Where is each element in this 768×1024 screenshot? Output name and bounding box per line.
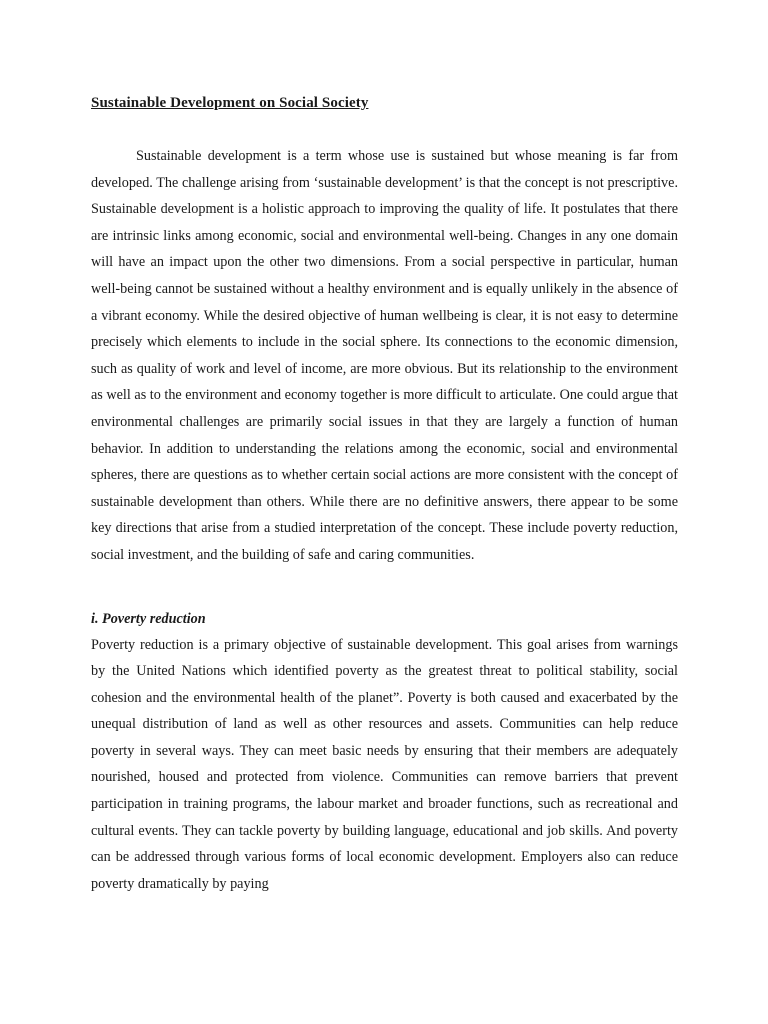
section-heading-poverty-reduction: i. Poverty reduction [91, 610, 206, 627]
section-body-poverty-reduction: Poverty reduction is a primary objective of sustainable development. This goal arises from warnings by the United Nations which identified poverty as the greatest threat to political stability, social cohesion and the environmental health of the planet”. Poverty is both caused and exacerbated by the unequal distribution of land as well as other resources and assets. Communities can help reduce poverty in several ways. They can meet basic needs by ensuring that their members are adequately nourished, housed and protected from violence. Communities can remove barriers that prevent participation in training programs, the labour market and broader functions, such as recreational and cultural events. They can tackle poverty by building language, educational and job skills. And poverty can be addressed through various forms of local economic development. Employers also can reduce poverty dramatically by paying [91, 636, 678, 892]
document-page [91, 92, 678, 897]
intro-paragraph: Sustainable development is a term whose use is sustained but whose meaning is far from developed. The challenge arising from ‘sustainable development’ is that the concept is not prescriptive. Sustainable development is a holistic approach to improving the quality of life. It postulates that there are intrinsic links among economic, social and environmental well-being. Changes in any one domain will have an impact upon the other two dimensions. From a social perspective in particular, human well-being cannot be sustained without a healthy environment and is equally unlikely in the absence of a vibrant economy. While the desired objective of human wellbeing is clear, it is not easy to determine precisely which elements to include in the social sphere. Its connections to the economic dimension, such as quality of work and level of income, are more obvious. But its relationship to the environment as well as to the environment and economy together is more difficult to articulate. One could argue that environmental challenges are primarily social issues in that they are largely a function of human behavior. In addition to understanding the relations among the economic, social and environmental spheres, there are questions as to whether certain social actions are more consistent with the concept of sustainable development than others. While there are no definitive answers, there appear to be some key directions that arise from a studied interpretation of the concept. These include poverty reduction, social investment, and the building of safe and caring communities. [91, 148, 678, 563]
document-title: Sustainable Development on Social Society [91, 95, 369, 111]
